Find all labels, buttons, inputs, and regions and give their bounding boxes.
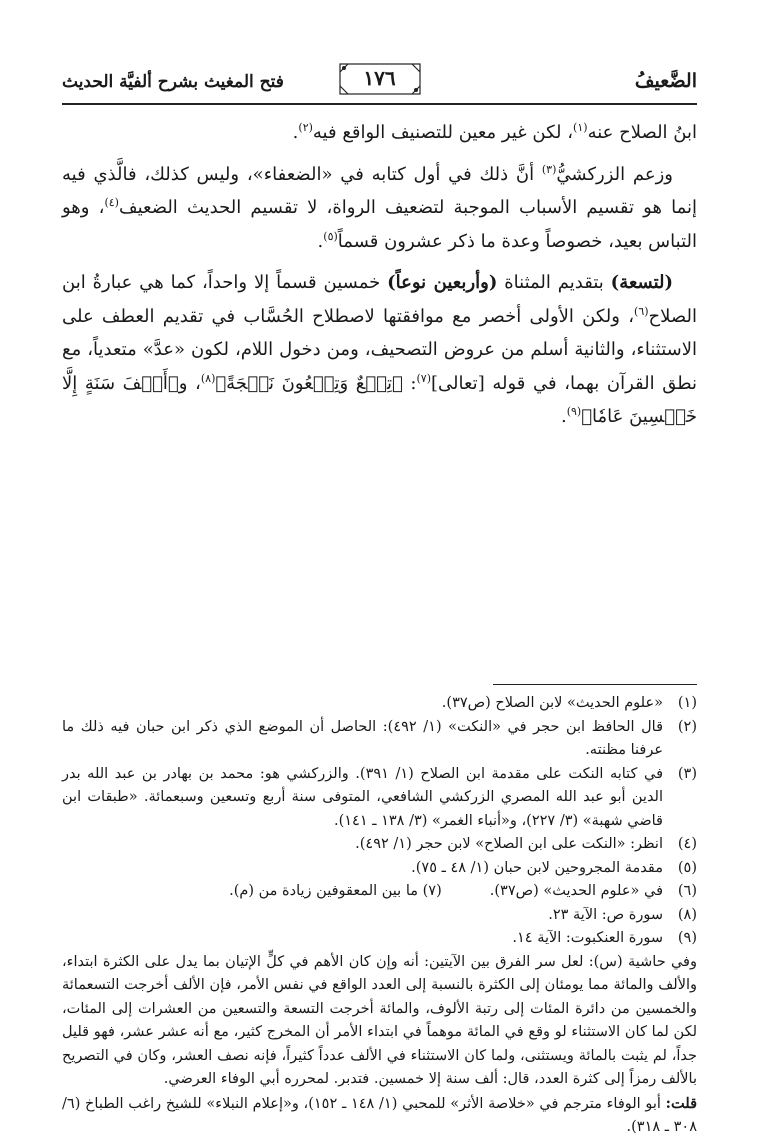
hashiya-note: وفي حاشية (س): لعل سر الفرق بين الآيتين: أنه وإن كان الأهم في كلٍّ الإتيان بما يدل على الكثرة ابتداء، والألف والمائة مما يومئان إلى الكثرة بالنسبة إلى العدد الواقع في نفس الأمر، فإن الألف أخرجت التسعمائة والخمسين من دائرة المئات إلى رتبة الألوف، والمائة أخرجت التسعة والتسعين من العشرات إلى المئات، لكن لما كان الاستثناء لو وقع في المائة موهماً في ابتداء الأمر أن المخرج كثير، مع أنه عشر عشر، فهو قليل جداً، لم يثبت بالمائة ويستثنى، ولما كان الاستثناء في الألف عدداً كثيراً، فإنه نصف العشر، وكان في التصريح بالألف رمزاً إلى كثرة العدد، قال: ألف سنة إلا خمسين. فتدبر. لمحرره أبي الوفاء العرضي. bbox=[62, 953, 697, 1087]
header-rule bbox=[62, 103, 697, 105]
footnote-7: (٧) ما بين المعقوفين زيادة من (م). bbox=[229, 883, 442, 899]
footnote-3: (٣) في كتابه النكت على مقدمة ابن الصلاح (١/ ٣٩١). والزركشي هو: محمد بن بهادر بن عبد الله بدر الدين أبو عبد الله المصري الزركشي الشافعي، المتوفى سنة أربع وتسعين وسبعمائة. «طبقات ابن قاضي شهبة» (٣/ ٢٢٧)، و«أنباء الغمر» (٣/ ١٣٨ ـ ١٤١). bbox=[62, 765, 697, 829]
qult-note: قلت: أبو الوفاء مترجم في «خلاصة الأثر» للمحبي (١/ ١٤٨ ـ ١٥٢)، و«إعلام النبلاء» للشيخ راغب الطباخ (٦/ ٣٠٨ ـ ٣١٨). bbox=[62, 1094, 697, 1135]
page-header bbox=[62, 62, 697, 102]
section-title: الضَّعيفُ bbox=[634, 70, 697, 92]
footnote-8: (٨) سورة ص: الآية ٢٣. bbox=[548, 906, 697, 923]
footnote-5: (٥) مقدمة المجروحين لابن حبان (١/ ٤٨ ـ ٧٥). bbox=[411, 859, 697, 876]
book-title: فتح المغيث بشرح ألفيَّة الحديث bbox=[62, 72, 284, 92]
paragraph-1: ابنُ الصلاح عنه$^{(١)}$، لكن غير معين للتصنيف الواقع فيه$^{(٢)}$. bbox=[292, 121, 697, 143]
paragraph-2: وزعم الزركشيُّ$^{(٣)}$ أنَّ ذلك في أول كتابه في «الضعفاء»، وليس كذلك، فالَّذي فيه إنما هو تقسيم الأسباب الموجبة لتضعيف الرواة، لا تقسيم الحديث الضعيف$^{(٤)}$، وهو التباس بعيد، خصوصاً وعدة ما ذكر عشرون قسماً$^{(٥)}$. bbox=[62, 162, 697, 252]
main-text bbox=[62, 116, 697, 434]
footnote-2: (٢) قال الحافظ ابن حجر في «النكت» (١/ ٤٩٢): الحاصل أن الموضع الذي ذكر ابن حبان فيه ذلك ما عرفنا مظنته. bbox=[62, 718, 697, 758]
footnote-6: (٦) في «علوم الحديث» (ص٣٧).(٧) ما بين المعقوفين زيادة من (م). bbox=[229, 883, 697, 899]
footnotes bbox=[62, 692, 697, 1140]
footnote-1: (١) «علوم الحديث» لابن الصلاح (ص٣٧). bbox=[441, 695, 697, 711]
paragraph-3: (لتسعة) بتقديم المثناة (وأربعين نوعاً) خمسين قسماً إلا واحداً، كما هي عبارةُ ابن الصلاح$^{(٦)}$، ولكن الأولى أخصر مع موافقتها لاصطلاح الحُسَّاب في تقديم العطف على الاستثناء، والثانية أسلم من عروض التصحيف، ومن دخول اللام، لكون «عدَّ» متعدياً، مع نطق القرآن بهما، في قوله [تعالى]$^{(٧)}$: ﴿تِسۡعٌ وَتِسۡعُونَ نَعۡجَةً﴾$^{(٨)}$، و﴿أَلۡفَ سَنَةٍ إِلَّا خَمۡسِينَ عَامٗا﴾$^{(٩)}$. bbox=[62, 272, 698, 427]
footnote-4: (٤) انظر: «النكت على ابن الصلاح» لابن حجر (١/ ٤٩٢). bbox=[355, 836, 697, 852]
page-number: ١٧٦ bbox=[363, 66, 396, 90]
footnote-separator bbox=[493, 684, 697, 685]
footnote-9: (٩) سورة العنكبوت: الآية ١٤. bbox=[512, 930, 697, 946]
page-number-frame bbox=[338, 62, 422, 96]
